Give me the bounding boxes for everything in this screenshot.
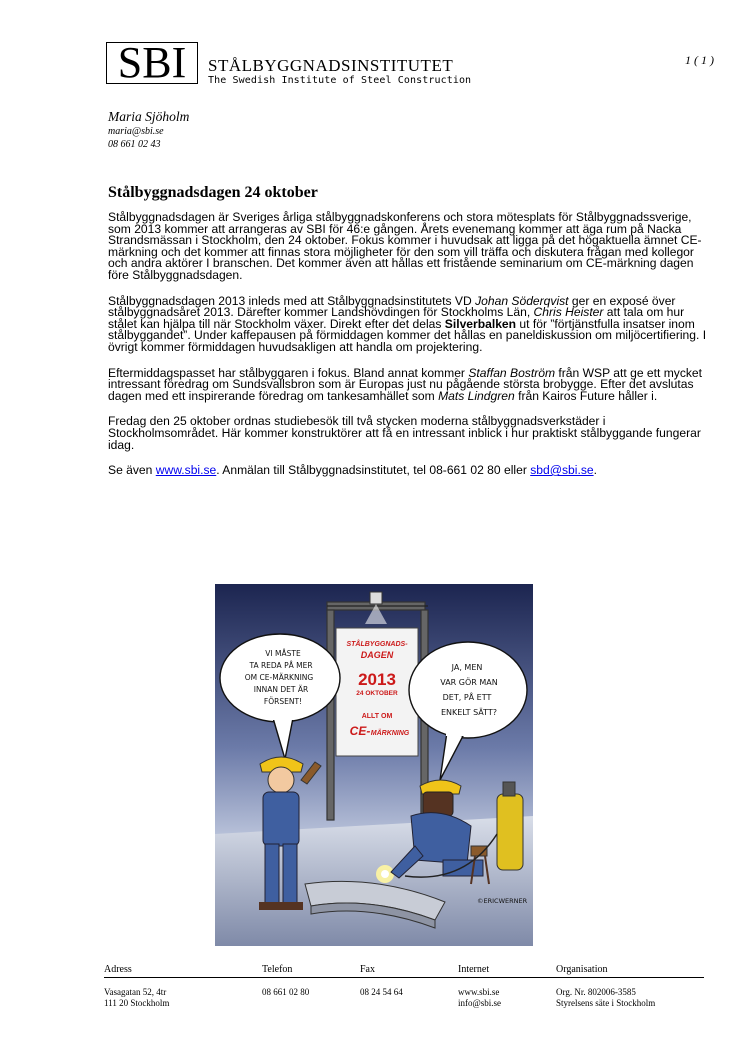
banner [336, 628, 418, 756]
person-name: Chris Heister [533, 305, 604, 320]
footer-fax: 08 24 54 64 [360, 987, 403, 997]
org-seat: Styrelsens säte i Stockholm [556, 998, 656, 1008]
text: . [593, 463, 597, 478]
sbi-logo [106, 38, 198, 87]
institute-subtitle: The Swedish Institute of Steel Construction [208, 75, 472, 86]
text: Stålbyggnadsdagen 2013 inleds med att Stålbyggnadsinstitutets VD [108, 293, 476, 308]
person-name: Johan Söderqvist [475, 293, 569, 308]
address-line: Vasagatan 52, 4tr [104, 987, 167, 997]
footer-header-fax: Fax [360, 964, 375, 975]
award-name: Silverbalken [444, 316, 517, 331]
paragraph-3 [108, 365, 708, 403]
text: att tala om hur stålet kan hjälpa till när Stockholm växer. Direkt efter det delas [108, 305, 685, 331]
author-name: Maria Sjöholm [108, 109, 190, 124]
banner-line: 24 OKTOBER [356, 690, 398, 697]
bubble-line: VI MÅSTE [265, 649, 301, 658]
org-number: Org. Nr. 802006-3585 [556, 987, 636, 997]
bubble-line: ENKELT SÄTT? [440, 708, 498, 717]
institute-name: STÅLBYGGNADSINSTITUTET [208, 56, 454, 75]
footer-header-organisation: Organisation [556, 964, 608, 975]
person-name: Mats Lindgren [438, 388, 515, 403]
author-block [108, 109, 189, 151]
banner-line: STÅLBYGGNADS- [346, 641, 408, 648]
artist-signature: ©ERICWERNER [477, 897, 528, 905]
text: ut för ”förtjänstfulla insatser inom stålbyggandet”. Under kaffepausen på förmiddagen kommer det hållas en paneldiskussion om miljöcertifiering. I övrigt kommer förmiddagen huvudsakligen att handla om projektering. [108, 316, 707, 354]
text: från WSP att ge ett mycket intressant föredrag om Sundsvallsbron som är Europas just nu pågående största brobygge. Efter det avslutas dagen med ett inspirerande föredrag om tankesamhället som [108, 365, 703, 403]
banner-year: 2013 [358, 670, 396, 689]
footer-organisation [556, 987, 655, 1009]
text: . Anmälan till Stålbyggnadsinstitutet, tel 08-661 02 80 eller [216, 463, 531, 478]
paragraph-1: Stålbyggnadsdagen är Sveriges årliga stålbyggnadskonferens och stora mötesplats för Stålbyggnadssverige, som 2013 kommer att arrangeras av SBI för 46:e gången. Årets evenemang kommer att äga rum på Nacka Strandsmässan i Stockholm, den 24 oktober. Fokus kommer i huvudsak att ligga på det högaktuella ämnet CE-märkning och det kommer att finnas stora möjligheter för den som vill träffa och diskutera frågan med kollegor och andra aktörer I branschen. Det kommer även att hållas ett fristående seminarium om CE-märkning dagen före Stålbyggnadsdagen. [108, 210, 702, 282]
text: från Kairos Future håller i. [514, 388, 658, 403]
banner-line: ALLT OM [361, 713, 393, 720]
bubble-line: INNAN DET ÄR [253, 685, 309, 694]
welding-spark [376, 865, 394, 883]
bubble-line: OM CE-MÄRKNING [244, 673, 314, 682]
footer-website: www.sbi.se [458, 987, 500, 997]
footer-rule [104, 977, 704, 978]
banner-line: DAGEN [360, 650, 394, 660]
text: Eftermiddagspasset har stålbyggaren i fokus. Bland annat kommer [108, 365, 469, 380]
text: ger en exposé över stålbyggnadsåret 2013. Därefter kommer Landshövdingen för Stockholms Län, [108, 293, 676, 320]
footer-header-address: Adress [104, 964, 132, 975]
footer-email: info@sbi.se [458, 998, 502, 1008]
footer-header-phone: Telefon [262, 964, 293, 975]
author-phone: 08 661 02 43 [108, 139, 161, 150]
address-line: 111 20 Stockholm [104, 998, 170, 1008]
document-body [108, 212, 708, 491]
banner-line: MÄRKNING [370, 730, 410, 737]
sbi-website-link[interactable]: www.sbi.se [155, 463, 217, 478]
page-number: 1 ( 1 ) [685, 53, 714, 67]
bubble-line: VAR GÖR MAN [440, 678, 498, 687]
footer-internet [458, 987, 501, 1009]
footer-address [104, 987, 169, 1009]
person-name: Staffan Boström [468, 365, 556, 380]
sbd-email-link[interactable]: sbd@sbi.se [530, 463, 594, 478]
bubble-line: TA REDA PÅ MER [249, 661, 313, 670]
bubble-line: JA, MEN [451, 663, 483, 672]
paragraph-4: Fredag den 25 oktober ordnas studiebesök till två stycken moderna stålbyggnadsverkstäder i Stockholmsområdet. Här kommer konstruktörer att få en intressant inblick i hur praktiskt stålbyggande fungerar idag. [108, 414, 701, 452]
paragraph-2 [108, 293, 708, 354]
text: Se även [108, 463, 156, 478]
banner-line: CE- [349, 724, 371, 738]
paragraph-5 [108, 465, 708, 477]
footer-phone: 08 661 02 80 [262, 987, 310, 997]
bubble-line: FÖRSENT! [263, 697, 303, 706]
logo-text: SBI [117, 38, 187, 87]
footer-header-internet: Internet [458, 964, 490, 975]
author-email: maria@sbi.se [108, 126, 164, 137]
cartoon-illustration [215, 584, 533, 946]
document-title: Stålbyggnadsdagen 24 oktober [108, 184, 318, 201]
bubble-line: DET, PÅ ETT [442, 693, 492, 702]
